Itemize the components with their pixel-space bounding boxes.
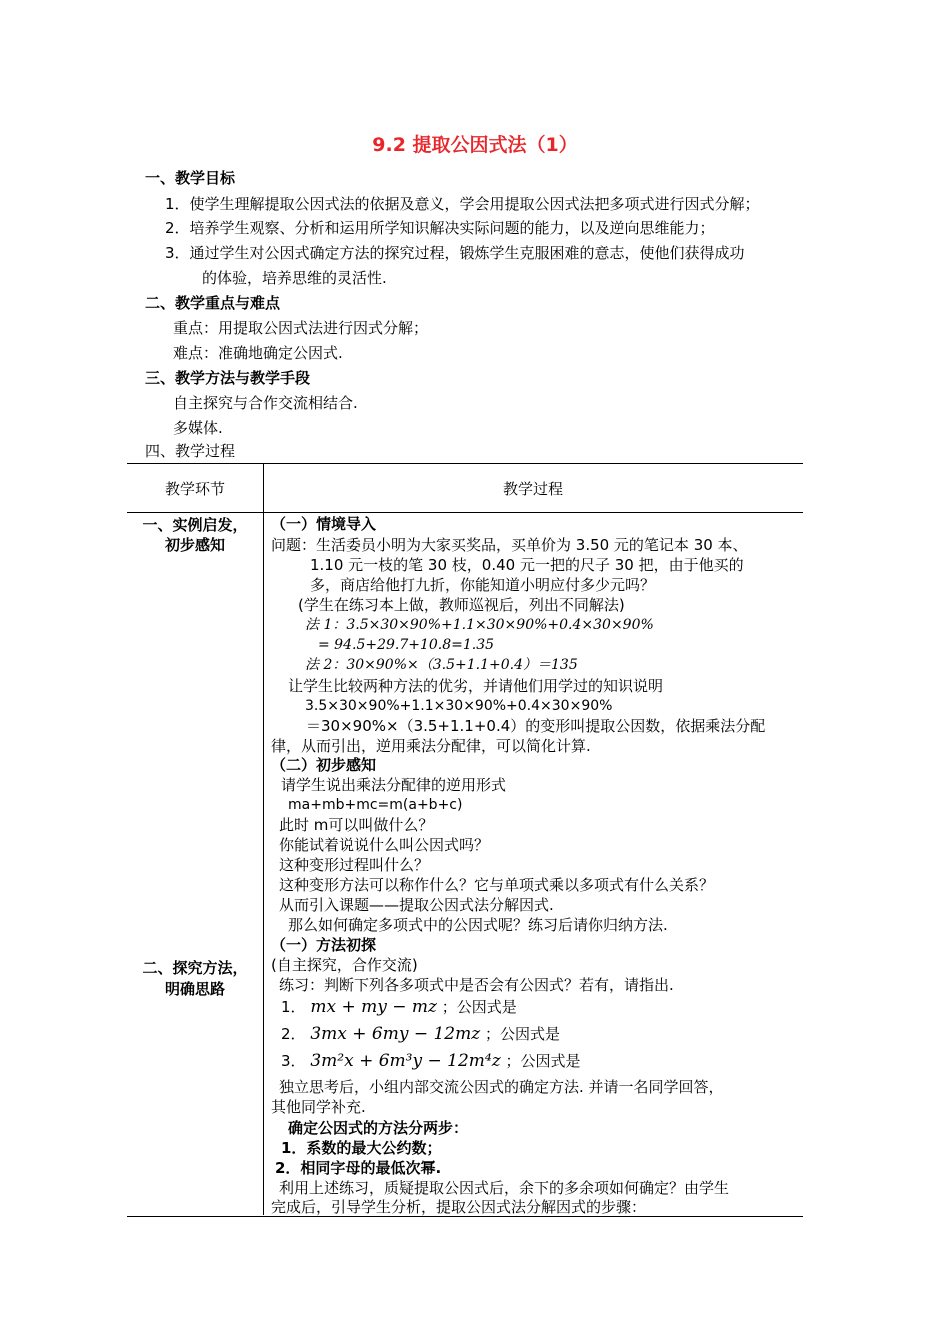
subsection-heading: （一）方法初探 xyxy=(271,936,377,954)
table-column-divider xyxy=(263,463,264,1215)
exercise-expression: mx + my − mz xyxy=(310,997,437,1017)
stage-label: 一、实例启发， xyxy=(142,516,248,534)
instruction-text: 独立思考后，小组内部交流公因式的确定方法. 并请一名同学回答， xyxy=(279,1078,724,1096)
instruction-text: 利用上述练习，质疑提取公因式后，余下的多余项如何确定？由学生 xyxy=(279,1179,730,1197)
key-point-item: 难点：准确地确定公因式. xyxy=(173,344,343,362)
objective-item: 2．培养学生观察、分析和运用所学知识解决实际问题的能力，以及逆向思维能力； xyxy=(165,219,715,237)
note-text: (学生在练习本上做，教师巡视后，列出不同解法) xyxy=(298,596,625,614)
exercise-item xyxy=(281,1051,580,1071)
solution-method: 法 2：30×90%×（3.5+1.1+0.4）＝135 xyxy=(305,657,578,673)
question-text: 此时 m可以叫做什么？ xyxy=(279,816,434,834)
exercise-number: 3． xyxy=(281,1052,306,1070)
exercise-blank-label: ；公因式是 xyxy=(505,1052,581,1070)
objective-item: 3．通过学生对公因式确定方法的探究过程，锻炼学生克服困难的意志，使他们获得成功 xyxy=(165,244,745,262)
exercise-blank-label: ；公因式是 xyxy=(485,1025,561,1043)
question-text: 这种变形方法可以称作什么？它与单项式乘以多项式有什么关系？ xyxy=(279,876,715,894)
explanation-text: 让学生比较两种方法的优劣，并请他们用学过的知识说明 xyxy=(288,677,664,695)
instruction-text: 其他同学补充. xyxy=(271,1098,366,1116)
table-header-process: 教学过程 xyxy=(502,480,563,498)
explanation-text: ＝30×90%×（3.5+1.1+0.4）的变形叫提取公因数，依据乘法分配 xyxy=(306,717,766,735)
problem-text: 问题：生活委员小明为大家买奖品，买单价为 3.50 元的笔记本 30 本、 xyxy=(271,536,748,554)
section-heading-process: 四、教学过程 xyxy=(145,442,236,460)
explanation-text: 律，从而引出，逆用乘法分配律，可以简化计算. xyxy=(271,737,591,755)
problem-text: 多，商店给他打九折，你能知道小明应付多少元吗？ xyxy=(310,576,656,594)
question-text: 从而引入课题——提取公因式法分解因式. xyxy=(279,896,554,914)
table-header-stage: 教学环节 xyxy=(164,480,225,498)
exercise-item xyxy=(281,997,517,1017)
exercise-text: 练习：判断下列各多项式中是否会有公因式？若有，请指出. xyxy=(279,976,674,994)
instruction-text: 完成后，引导学生分析，提取公因式法分解因式的步骤： xyxy=(271,1198,647,1216)
exercise-number: 2． xyxy=(281,1025,306,1043)
problem-text: 1.10 元一枝的笔 30 枝，0.40 元一把的尺子 30 把，由于他买的 xyxy=(310,556,744,574)
exercise-expression: 3mx + 6my − 12mz xyxy=(310,1024,481,1044)
objective-item: 1．使学生理解提取公因式法的依据及意义，学会用提取公因式法把多项式进行因式分解； xyxy=(165,195,760,213)
method-item: 自主探究与合作交流相结合. xyxy=(173,394,358,412)
expression-text: 3.5×30×90%+1.1×30×90%+0.4×30×90% xyxy=(305,698,613,714)
objective-item-continuation: 的体验，培养思维的灵活性. xyxy=(202,269,387,287)
question-text: 你能试着说说什么叫公因式吗？ xyxy=(279,836,490,854)
stage-label: 明确思路 xyxy=(164,980,225,998)
stage-label: 初步感知 xyxy=(164,536,225,554)
section-heading-key-points: 二、教学重点与难点 xyxy=(145,294,281,312)
subsection-heading: （一）情境导入 xyxy=(271,515,377,533)
section-heading-objectives: 一、教学目标 xyxy=(145,169,236,187)
question-text: 那么如何确定多项式中的公因式呢？练习后请你归纳方法. xyxy=(288,916,668,934)
solution-step: = 94.5+29.7+10.8=1.35 xyxy=(318,637,495,653)
page-title: 9.2 提取公因式法（1） xyxy=(372,134,578,156)
exercise-number: 1． xyxy=(281,998,306,1016)
note-text: (自主探究，合作交流) xyxy=(271,956,418,974)
rule-item: 2．相同字母的最低次幂. xyxy=(275,1159,442,1177)
question-text: 请学生说出乘法分配律的逆用形式 xyxy=(281,776,507,794)
exercise-expression: 3m²x + 6m³y − 12m⁴z xyxy=(310,1051,501,1071)
formula-text: ma+mb+mc=m(a+b+c) xyxy=(288,797,463,813)
exercise-blank-label: ；公因式是 xyxy=(441,998,517,1016)
exercise-item xyxy=(281,1024,560,1044)
rule-item: 1．系数的最大公约数； xyxy=(281,1139,442,1157)
solution-method: 法 1：3.5×30×90%+1.1×30×90%+0.4×30×90% xyxy=(305,617,654,633)
subsection-heading: （二）初步感知 xyxy=(271,756,377,774)
key-point-item: 重点：用提取公因式法进行因式分解； xyxy=(173,319,429,337)
method-item: 多媒体. xyxy=(173,419,223,437)
table-header-divider xyxy=(127,512,803,513)
section-heading-methods: 三、教学方法与教学手段 xyxy=(145,369,311,387)
question-text: 这种变形过程叫什么？ xyxy=(279,856,430,874)
rule-heading: 确定公因式的方法分两步： xyxy=(288,1119,469,1137)
stage-label: 二、探究方法， xyxy=(142,959,248,977)
